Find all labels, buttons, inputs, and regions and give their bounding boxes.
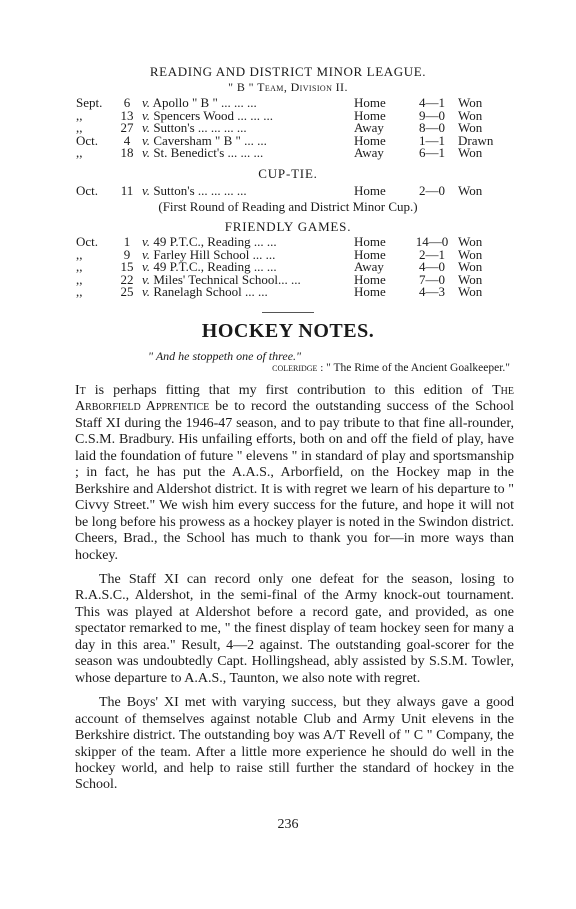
fixture-result: Won: [458, 107, 483, 123]
cup-tie-heading: CUP-TIE.: [258, 166, 318, 181]
fixture-result: Won: [458, 284, 483, 300]
cup-fixture-table: [76, 185, 498, 198]
article-body: [75, 383, 514, 802]
article-paragraph: The Boys' XI met with varying success, but they always gave a good account of themselves against notable Club and Army Unit elevens in the Berkshire district. The outstanding boy was A/T Revell of " C " Company, the skipper of the team. After a little more experience he should do well in the hockey world, and help to raise still further the standard of hockey in the School.: [75, 695, 514, 793]
fixture-month: ,,: [76, 120, 83, 136]
fixture-score: 14—0: [415, 234, 449, 249]
fixture-month: Oct.: [76, 234, 99, 249]
fixture-month: Oct.: [76, 132, 99, 148]
fixture-opponent: v. Spencers Wood ... ... ...: [142, 107, 273, 123]
fixture-day: 15: [120, 259, 134, 275]
publication-name: The Arborfield Apprentice: [75, 383, 514, 415]
article-paragraph: The Staff XI can record only one defeat for the season, losing to R.A.S.C., Aldershot, in the semi-final of the Army knock-out tournament. This was played at Aldershot before a record gate, and provided, as one spectator remarked to me, " the finest display of team hockey seen for many a day in this area." Result, 4—2 against. The outstanding goal-scorer for the season was undoubtedly Capt. Hollingshead, ably assisted by S.S.M. Towler, whose departure to A.A.S., Taunton, we also note with regret.: [75, 571, 514, 686]
fixture-venue: Home: [354, 183, 386, 198]
fixture-result: Won: [458, 120, 483, 136]
fixture-opponent: v. Sutton's ... ... ... ...: [142, 183, 247, 198]
fixture-row: [76, 147, 498, 160]
fixture-opponent: v. Caversham " B " ... ...: [142, 132, 267, 148]
cup-note: (First Round of Reading and District Minor Cup.): [158, 199, 418, 214]
fixture-day: 18: [120, 145, 134, 161]
fixture-opponent: v. St. Benedict's ... ... ...: [142, 145, 264, 161]
fixture-day: 22: [120, 271, 134, 287]
fixture-venue: Home: [354, 234, 386, 249]
fixture-result: Won: [458, 145, 483, 161]
fixture-venue: Away: [354, 120, 384, 136]
fixture-venue: Home: [354, 271, 386, 287]
article-paragraph: It is perhaps fitting that my first contribution to this edition of The Arborfield Apprentice be to record the outstanding success of the School Staff XI during the 1946-47 season, and to pay tribute to that fine all-rounder, C.S.M. Bradbury. His unfailing efforts, both on and off the field of play, have laid the foundation of future " elevens " in standard of play and sportsmanship ; in fact, he has put the A.A.S., Arborfield, on the Hockey map in the Berkshire and Aldershot district. It is with regret we learn of his departure to " Civvy Street." We wish him every success for the future, and hope it will not be long before his prowess as a hockey player is noted in the Swindon district. Cheers, Brad., the School has much to thank you for—in more ways than hockey.: [75, 383, 514, 563]
fixture-month: Sept.: [76, 95, 103, 110]
attribution-author: coleridge :: [272, 362, 324, 374]
fixture-venue: Away: [354, 259, 384, 275]
fixture-venue: Home: [354, 132, 386, 148]
fixture-score: 8—0: [419, 120, 445, 136]
fixture-opponent: v. 49 P.T.C., Reading ... ...: [142, 234, 277, 249]
fixture-month: Oct.: [76, 183, 99, 198]
fixture-score: 9—0: [419, 107, 445, 123]
league-subtitle: " B " Team, Division II.: [228, 80, 348, 94]
fixture-result: Won: [458, 95, 483, 110]
fixture-day: 13: [120, 107, 134, 123]
fixture-opponent: v. Miles' Technical School... ...: [142, 271, 301, 287]
fixture-result: Won: [458, 183, 483, 198]
fixture-month: ,,: [76, 284, 83, 300]
fixture-result: Drawn: [458, 132, 494, 148]
page-number: 236: [277, 817, 299, 832]
fixture-result: Won: [458, 246, 483, 262]
fixture-score: 1—1: [419, 132, 445, 148]
fixture-day: 27: [120, 120, 134, 136]
fixture-day: 25: [120, 284, 134, 300]
friendly-fixtures-table: [76, 236, 498, 299]
fixture-opponent: v. Sutton's ... ... ... ...: [142, 120, 247, 136]
fixture-day: 4: [123, 132, 131, 148]
fixture-day: 6: [123, 95, 131, 110]
hockey-notes-title: HOCKEY NOTES.: [201, 320, 375, 342]
fixture-month: ,,: [76, 107, 83, 123]
fixture-month: ,,: [76, 271, 83, 287]
section-divider: [262, 312, 314, 313]
fixture-score: 4—1: [419, 95, 445, 110]
fixture-row: [76, 286, 498, 299]
fixture-month: ,,: [76, 259, 83, 275]
fixture-result: Won: [458, 271, 483, 287]
fixture-venue: Home: [354, 95, 386, 110]
fixture-day: 9: [123, 246, 131, 262]
lead-word: It: [75, 383, 86, 398]
fixture-opponent: v. Apollo " B " ... ... ...: [142, 95, 257, 110]
fixture-score: 2—1: [419, 246, 445, 262]
fixture-day: 1: [123, 234, 131, 249]
fixture-opponent: v. Farley Hill School ... ...: [142, 246, 276, 262]
friendly-games-heading: FRIENDLY GAMES.: [224, 219, 352, 234]
fixture-venue: Home: [354, 107, 386, 123]
fixture-result: Won: [458, 259, 483, 275]
fixture-score: 6—1: [419, 145, 445, 161]
fixture-score: 7—0: [419, 271, 445, 287]
epigraph-quote: " And he stoppeth one of three.": [148, 349, 302, 363]
fixture-result: Won: [458, 234, 483, 249]
fixture-month: ,,: [76, 145, 83, 161]
fixture-score: 4—0: [419, 259, 445, 275]
epigraph-attribution: [272, 362, 510, 374]
fixture-venue: Home: [354, 284, 386, 300]
fixture-venue: Home: [354, 246, 386, 262]
fixture-score: 4—3: [419, 284, 445, 300]
fixture-row: [76, 185, 498, 198]
fixture-venue: Away: [354, 145, 384, 161]
league-title: READING AND DISTRICT MINOR LEAGUE.: [149, 64, 427, 79]
fixture-opponent: v. 49 P.T.C., Reading ... ...: [142, 259, 277, 275]
fixture-day: 11: [120, 183, 134, 198]
attribution-work: " The Rime of the Ancient Goalkeeper.": [323, 362, 510, 374]
league-fixtures-table: [76, 97, 498, 160]
fixture-score: 2—0: [419, 183, 445, 198]
fixture-month: ,,: [76, 246, 83, 262]
fixture-opponent: v. Ranelagh School ... ...: [142, 284, 268, 300]
